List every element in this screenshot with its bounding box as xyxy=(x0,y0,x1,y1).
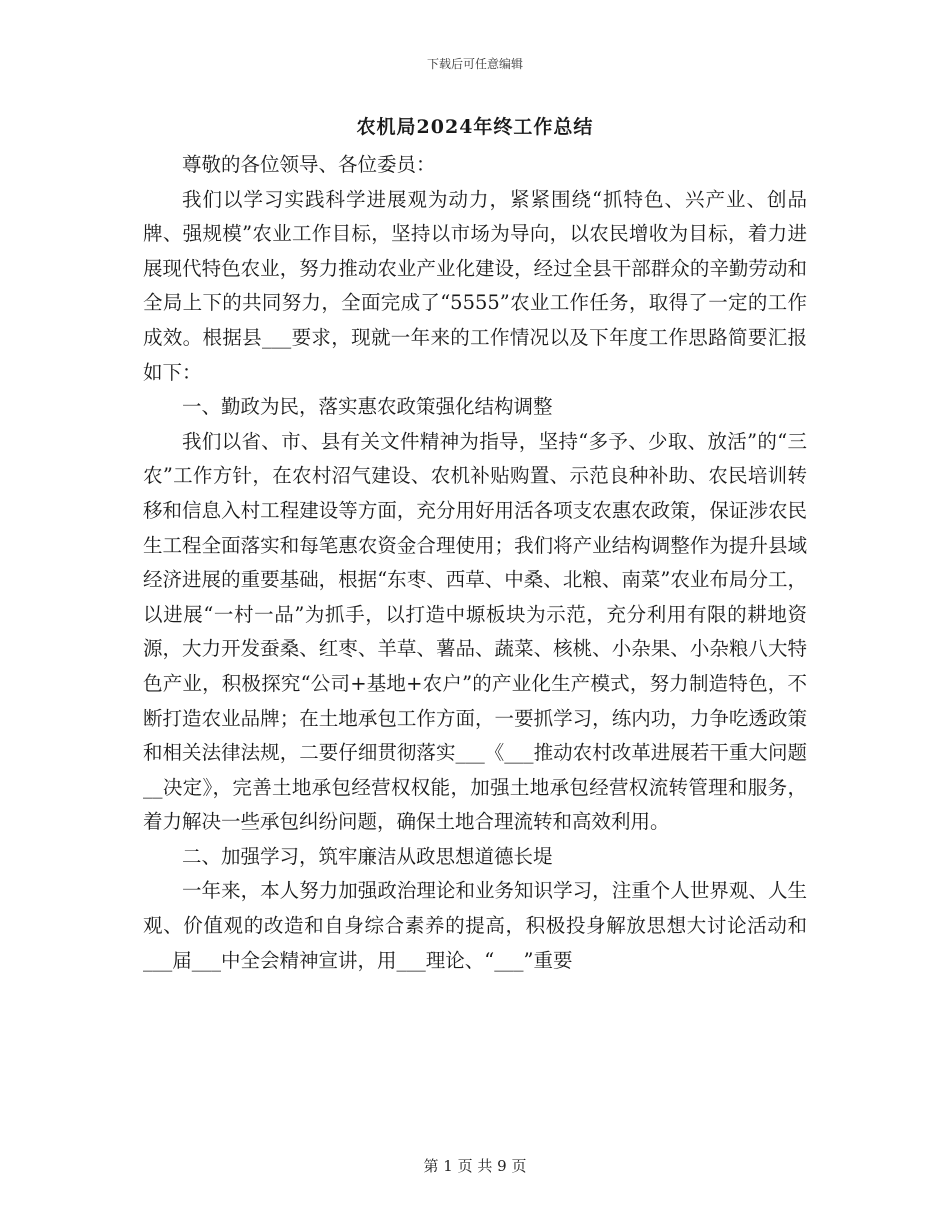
page-number: 第 1 页 共 9 页 xyxy=(423,1157,527,1175)
paragraph-section-2: 一年来，本人努力加强政治理论和业务知识学习，注重个人世界观、人生观、价值观的改造和自身综合素养的提高，积极投身解放思想大讨论活动和___届___中全会精神宣讲，用___理论、“___”重要 xyxy=(143,879,807,972)
section-heading-1: 一、勤政为民，落实惠农政策强化结构调整 xyxy=(182,395,553,419)
paragraph-section-1: 我们以省、市、县有关文件精神为指导，坚持“多予、少取、放活”的“三农”工作方针，在农村沼气建设、农机补贴购置、示范良种补助、农民培训转移和信息入村工程建设等方面，充分用好用活各项支农惠农政策，保证涉农民生工程全面落实和每笔惠农资金合理使用；我们将产业结构调整作为提升县域经济进展的重要基础，根据“东枣、西草、中桑、北粮、南菜”农业布局分工，以进展“一村一品”为抓手，以打造中塬板块为示范，充分利用有限的耕地资源，大力开发蚕桑、红枣、羊草、薯品、蔬菜、核桃、小杂果、小杂粮八大特色产业，积极探究“公司+基地+农户”的产业化生产模式，努力制造特色，不断打造农业品牌；在土地承包工作方面，一要抓学习，练内功，力争吃透政策和相关法律法规，二要仔细贯彻落实___《___推动农村改革进展若干重大问题__决定》，完善土地承包经营权权能，加强土地承包经营权流转管理和服务，着力解决一些承包纠纷问题，确保土地合理流转和高效利用。 xyxy=(143,429,807,834)
document-title: 农机局2024年终工作总结 xyxy=(356,116,594,138)
header-note: 下载后可任意编辑 xyxy=(426,57,523,71)
salutation: 尊敬的各位领导、各位委员： xyxy=(182,153,436,176)
section-heading-2: 二、加强学习，筑牢廉洁从政思想道德长堤 xyxy=(182,844,553,868)
document-body xyxy=(143,148,807,978)
paragraph-intro: 我们以学习实践科学进展观为动力，紧紧围绕“抓特色、兴产业、创品牌、强规模”农业工作目标，坚持以市场为导向，以农民增收为目标，着力进展现代特色农业，努力推动农业产业化建设，经过全县干部群众的辛勤劳动和全局上下的共同努力，全面完成了“5555”农业工作任务，取得了一定的工作成效。根据县___要求，现就一年来的工作情况以及下年度工作思路简要汇报如下： xyxy=(143,187,807,384)
